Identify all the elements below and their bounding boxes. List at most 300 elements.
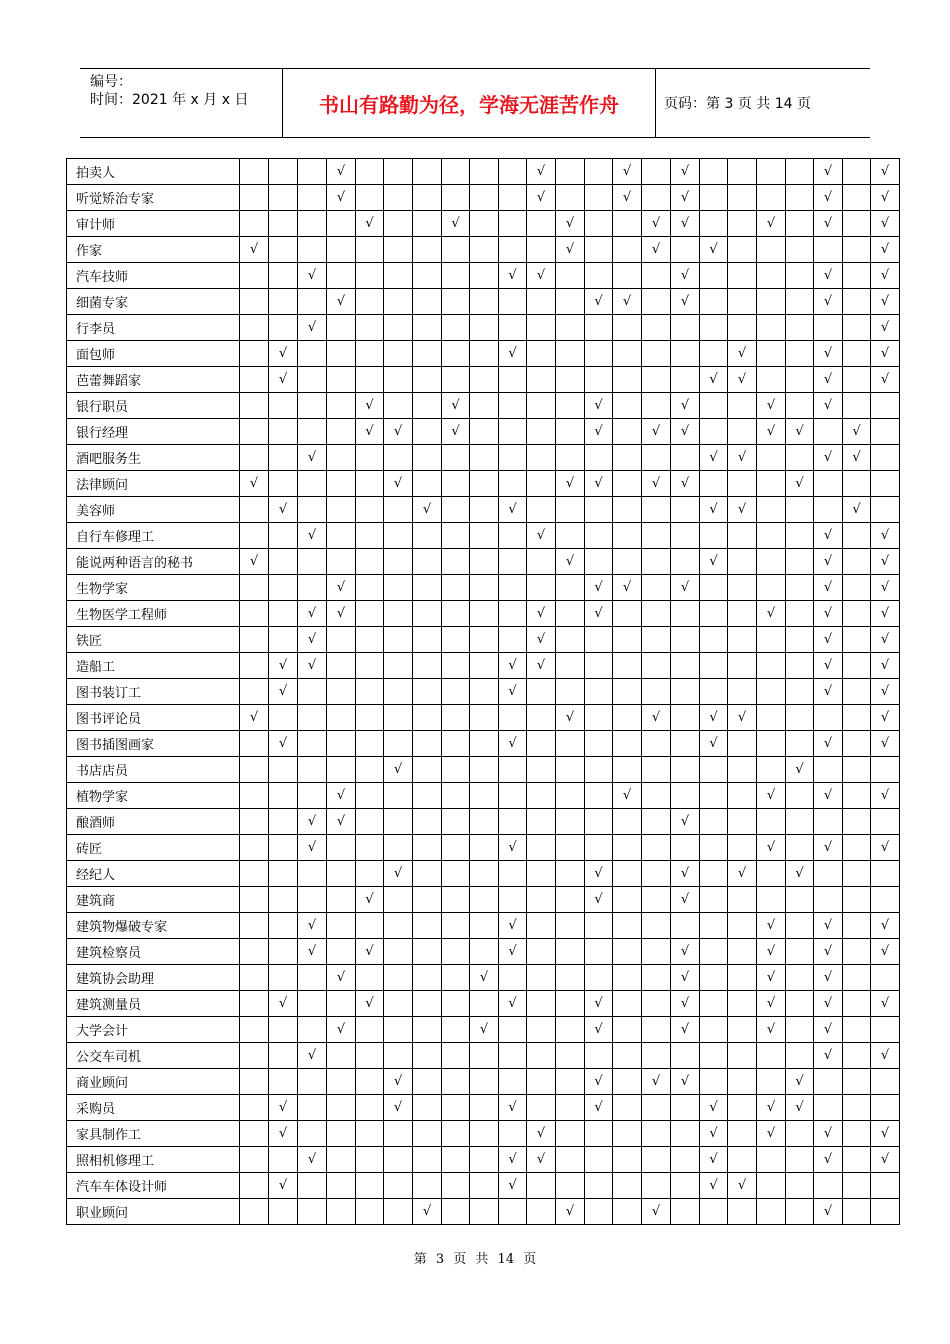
empty-cell (269, 939, 298, 965)
check-mark-cell: √ (556, 237, 585, 263)
empty-cell (240, 783, 269, 809)
empty-cell (786, 497, 814, 523)
empty-cell (728, 887, 757, 913)
empty-cell (642, 393, 671, 419)
empty-cell (499, 1121, 527, 1147)
empty-cell (384, 627, 413, 653)
check-mark-cell: √ (671, 289, 700, 315)
empty-cell (556, 393, 585, 419)
empty-cell (642, 1173, 671, 1199)
check-mark-cell: √ (642, 705, 671, 731)
empty-cell (585, 237, 613, 263)
check-mark-cell: √ (814, 1043, 843, 1069)
check-mark-cell: √ (757, 991, 786, 1017)
empty-cell (786, 965, 814, 991)
empty-cell (240, 1043, 269, 1069)
check-mark-cell: √ (269, 731, 298, 757)
empty-cell (585, 263, 613, 289)
occupation-name: 植物学家 (67, 783, 240, 809)
empty-cell (356, 705, 384, 731)
empty-cell (757, 445, 786, 471)
empty-cell (757, 549, 786, 575)
check-mark-cell: √ (814, 263, 843, 289)
empty-cell (728, 1199, 757, 1225)
empty-cell (240, 1121, 269, 1147)
check-mark-cell: √ (871, 315, 900, 341)
empty-cell (499, 445, 527, 471)
empty-cell (642, 887, 671, 913)
empty-cell (871, 497, 900, 523)
check-mark-cell: √ (613, 575, 642, 601)
empty-cell (527, 445, 556, 471)
empty-cell (527, 575, 556, 601)
empty-cell (413, 523, 442, 549)
empty-cell (786, 835, 814, 861)
empty-cell (556, 861, 585, 887)
empty-cell (671, 1043, 700, 1069)
empty-cell (642, 1017, 671, 1043)
check-mark-cell: √ (814, 367, 843, 393)
empty-cell (470, 757, 499, 783)
empty-cell (413, 1095, 442, 1121)
empty-cell (499, 809, 527, 835)
empty-cell (613, 705, 642, 731)
empty-cell (527, 1199, 556, 1225)
check-mark-cell: √ (327, 1017, 356, 1043)
table-row (67, 965, 900, 991)
check-mark-cell: √ (786, 861, 814, 887)
empty-cell (413, 471, 442, 497)
page-header (80, 68, 870, 138)
empty-cell (613, 1017, 642, 1043)
check-mark-cell: √ (298, 809, 327, 835)
empty-cell (298, 1199, 327, 1225)
empty-cell (814, 809, 843, 835)
empty-cell (384, 705, 413, 731)
empty-cell (757, 159, 786, 185)
table-row (67, 445, 900, 471)
empty-cell (556, 913, 585, 939)
empty-cell (556, 1043, 585, 1069)
empty-cell (356, 783, 384, 809)
empty-cell (728, 679, 757, 705)
empty-cell (843, 237, 871, 263)
empty-cell (613, 809, 642, 835)
table-row (67, 497, 900, 523)
empty-cell (356, 471, 384, 497)
empty-cell (786, 1121, 814, 1147)
empty-cell (613, 315, 642, 341)
empty-cell (470, 783, 499, 809)
check-mark-cell: √ (814, 575, 843, 601)
empty-cell (240, 679, 269, 705)
empty-cell (728, 211, 757, 237)
check-mark-cell: √ (757, 419, 786, 445)
empty-cell (413, 679, 442, 705)
check-mark-cell: √ (327, 965, 356, 991)
empty-cell (871, 1199, 900, 1225)
empty-cell (298, 783, 327, 809)
empty-cell (613, 445, 642, 471)
check-mark-cell: √ (728, 367, 757, 393)
number-label: 编号： (90, 74, 132, 90)
empty-cell (556, 1147, 585, 1173)
empty-cell (413, 159, 442, 185)
check-mark-cell: √ (814, 939, 843, 965)
empty-cell (527, 1069, 556, 1095)
empty-cell (356, 913, 384, 939)
check-mark-cell: √ (613, 185, 642, 211)
check-mark-cell: √ (786, 1095, 814, 1121)
empty-cell (384, 679, 413, 705)
empty-cell (843, 1199, 871, 1225)
empty-cell (613, 679, 642, 705)
empty-cell (269, 783, 298, 809)
empty-cell (442, 835, 470, 861)
check-mark-cell: √ (269, 497, 298, 523)
check-mark-cell: √ (814, 289, 843, 315)
empty-cell (499, 1069, 527, 1095)
empty-cell (613, 367, 642, 393)
occupation-name: 能说两种语言的秘书 (67, 549, 240, 575)
empty-cell (613, 627, 642, 653)
empty-cell (269, 549, 298, 575)
empty-cell (356, 1043, 384, 1069)
empty-cell (240, 445, 269, 471)
table-row (67, 1173, 900, 1199)
empty-cell (442, 341, 470, 367)
empty-cell (613, 1173, 642, 1199)
empty-cell (613, 263, 642, 289)
empty-cell (384, 159, 413, 185)
check-mark-cell: √ (642, 471, 671, 497)
check-mark-cell: √ (757, 835, 786, 861)
check-mark-cell: √ (757, 1095, 786, 1121)
empty-cell (613, 835, 642, 861)
check-mark-cell: √ (814, 1147, 843, 1173)
empty-cell (384, 523, 413, 549)
empty-cell (384, 237, 413, 263)
empty-cell (240, 965, 269, 991)
empty-cell (814, 419, 843, 445)
empty-cell (814, 315, 843, 341)
check-mark-cell: √ (871, 1121, 900, 1147)
check-mark-cell: √ (585, 887, 613, 913)
check-mark-cell: √ (327, 783, 356, 809)
empty-cell (786, 1043, 814, 1069)
empty-cell (700, 289, 728, 315)
empty-cell (298, 1121, 327, 1147)
check-mark-cell: √ (871, 653, 900, 679)
empty-cell (642, 341, 671, 367)
empty-cell (527, 913, 556, 939)
empty-cell (269, 705, 298, 731)
check-mark-cell: √ (757, 1017, 786, 1043)
check-mark-cell: √ (499, 939, 527, 965)
empty-cell (413, 315, 442, 341)
empty-cell (384, 731, 413, 757)
empty-cell (470, 445, 499, 471)
table-row (67, 211, 900, 237)
occupation-name: 作家 (67, 237, 240, 263)
empty-cell (240, 185, 269, 211)
empty-cell (814, 497, 843, 523)
empty-cell (728, 757, 757, 783)
check-mark-cell: √ (413, 497, 442, 523)
check-mark-cell: √ (240, 237, 269, 263)
empty-cell (356, 965, 384, 991)
empty-cell (470, 471, 499, 497)
empty-cell (413, 341, 442, 367)
empty-cell (298, 679, 327, 705)
empty-cell (269, 1069, 298, 1095)
check-mark-cell: √ (814, 679, 843, 705)
empty-cell (642, 965, 671, 991)
empty-cell (728, 1095, 757, 1121)
empty-cell (556, 159, 585, 185)
empty-cell (556, 835, 585, 861)
empty-cell (240, 1173, 269, 1199)
check-mark-cell: √ (671, 1017, 700, 1043)
empty-cell (240, 835, 269, 861)
empty-cell (413, 913, 442, 939)
check-mark-cell: √ (240, 549, 269, 575)
empty-cell (786, 991, 814, 1017)
empty-cell (700, 1017, 728, 1043)
empty-cell (556, 1017, 585, 1043)
empty-cell (728, 289, 757, 315)
occupation-name: 大学会计 (67, 1017, 240, 1043)
empty-cell (269, 913, 298, 939)
check-mark-cell: √ (700, 1147, 728, 1173)
empty-cell (298, 861, 327, 887)
empty-cell (240, 887, 269, 913)
check-mark-cell: √ (671, 575, 700, 601)
empty-cell (298, 1017, 327, 1043)
empty-cell (786, 263, 814, 289)
empty-cell (700, 471, 728, 497)
empty-cell (843, 1147, 871, 1173)
empty-cell (269, 1199, 298, 1225)
empty-cell (613, 887, 642, 913)
empty-cell (442, 757, 470, 783)
empty-cell (499, 367, 527, 393)
empty-cell (413, 445, 442, 471)
empty-cell (700, 627, 728, 653)
empty-cell (786, 913, 814, 939)
empty-cell (871, 887, 900, 913)
empty-cell (240, 523, 269, 549)
occupation-name: 生物医学工程师 (67, 601, 240, 627)
empty-cell (356, 185, 384, 211)
check-mark-cell: √ (470, 965, 499, 991)
empty-cell (757, 263, 786, 289)
empty-cell (642, 315, 671, 341)
check-mark-cell: √ (814, 835, 843, 861)
check-mark-cell: √ (671, 185, 700, 211)
check-mark-cell: √ (871, 575, 900, 601)
empty-cell (613, 861, 642, 887)
empty-cell (269, 1043, 298, 1069)
check-mark-cell: √ (356, 887, 384, 913)
check-mark-cell: √ (413, 1199, 442, 1225)
empty-cell (871, 393, 900, 419)
check-mark-cell: √ (814, 991, 843, 1017)
empty-cell (384, 315, 413, 341)
empty-cell (843, 939, 871, 965)
empty-cell (298, 965, 327, 991)
empty-cell (442, 315, 470, 341)
empty-cell (470, 809, 499, 835)
empty-cell (413, 939, 442, 965)
empty-cell (728, 523, 757, 549)
empty-cell (613, 653, 642, 679)
empty-cell (442, 549, 470, 575)
empty-cell (269, 1017, 298, 1043)
empty-cell (240, 627, 269, 653)
check-mark-cell: √ (269, 991, 298, 1017)
check-mark-cell: √ (671, 211, 700, 237)
check-mark-cell: √ (871, 991, 900, 1017)
empty-cell (442, 1095, 470, 1121)
empty-cell (585, 367, 613, 393)
empty-cell (327, 939, 356, 965)
empty-cell (556, 185, 585, 211)
empty-cell (671, 341, 700, 367)
empty-cell (843, 1043, 871, 1069)
empty-cell (642, 991, 671, 1017)
empty-cell (613, 1095, 642, 1121)
empty-cell (356, 731, 384, 757)
empty-cell (240, 315, 269, 341)
empty-cell (671, 913, 700, 939)
empty-cell (470, 497, 499, 523)
empty-cell (728, 315, 757, 341)
empty-cell (384, 991, 413, 1017)
empty-cell (700, 185, 728, 211)
check-mark-cell: √ (814, 1121, 843, 1147)
check-mark-cell: √ (240, 471, 269, 497)
check-mark-cell: √ (757, 965, 786, 991)
empty-cell (413, 757, 442, 783)
empty-cell (499, 627, 527, 653)
check-mark-cell: √ (327, 289, 356, 315)
empty-cell (757, 1173, 786, 1199)
empty-cell (470, 523, 499, 549)
empty-cell (700, 887, 728, 913)
empty-cell (556, 679, 585, 705)
empty-cell (700, 1043, 728, 1069)
check-mark-cell: √ (499, 991, 527, 1017)
empty-cell (470, 341, 499, 367)
empty-cell (298, 731, 327, 757)
check-mark-cell: √ (384, 1095, 413, 1121)
empty-cell (786, 523, 814, 549)
check-mark-cell: √ (356, 419, 384, 445)
empty-cell (298, 497, 327, 523)
empty-cell (269, 237, 298, 263)
empty-cell (671, 445, 700, 471)
empty-cell (413, 211, 442, 237)
table-row (67, 913, 900, 939)
empty-cell (413, 1017, 442, 1043)
table-row (67, 263, 900, 289)
check-mark-cell: √ (499, 1173, 527, 1199)
empty-cell (442, 159, 470, 185)
check-mark-cell: √ (871, 1147, 900, 1173)
empty-cell (585, 835, 613, 861)
check-mark-cell: √ (871, 835, 900, 861)
empty-cell (757, 315, 786, 341)
check-mark-cell: √ (499, 341, 527, 367)
table-row (67, 315, 900, 341)
empty-cell (728, 835, 757, 861)
check-mark-cell: √ (613, 159, 642, 185)
empty-cell (757, 1199, 786, 1225)
empty-cell (356, 549, 384, 575)
empty-cell (757, 679, 786, 705)
empty-cell (728, 1121, 757, 1147)
check-mark-cell: √ (527, 627, 556, 653)
empty-cell (728, 1017, 757, 1043)
check-mark-cell: √ (298, 523, 327, 549)
empty-cell (240, 601, 269, 627)
empty-cell (843, 367, 871, 393)
empty-cell (843, 705, 871, 731)
check-mark-cell: √ (356, 393, 384, 419)
empty-cell (442, 1017, 470, 1043)
table-row (67, 159, 900, 185)
empty-cell (269, 965, 298, 991)
empty-cell (356, 601, 384, 627)
empty-cell (642, 575, 671, 601)
empty-cell (671, 1121, 700, 1147)
check-mark-cell: √ (814, 627, 843, 653)
empty-cell (843, 861, 871, 887)
empty-cell (442, 1173, 470, 1199)
empty-cell (384, 809, 413, 835)
empty-cell (642, 939, 671, 965)
empty-cell (642, 549, 671, 575)
occupation-name: 建筑测量员 (67, 991, 240, 1017)
empty-cell (728, 185, 757, 211)
empty-cell (356, 1173, 384, 1199)
empty-cell (585, 315, 613, 341)
empty-cell (527, 471, 556, 497)
empty-cell (327, 757, 356, 783)
empty-cell (613, 549, 642, 575)
empty-cell (556, 575, 585, 601)
empty-cell (470, 731, 499, 757)
empty-cell (527, 1095, 556, 1121)
empty-cell (470, 991, 499, 1017)
check-mark-cell: √ (700, 497, 728, 523)
empty-cell (700, 757, 728, 783)
empty-cell (642, 445, 671, 471)
occupation-name: 图书评论员 (67, 705, 240, 731)
empty-cell (671, 757, 700, 783)
empty-cell (413, 1173, 442, 1199)
check-mark-cell: √ (671, 393, 700, 419)
check-mark-cell: √ (269, 341, 298, 367)
empty-cell (757, 887, 786, 913)
empty-cell (786, 731, 814, 757)
check-mark-cell: √ (527, 185, 556, 211)
empty-cell (356, 159, 384, 185)
empty-cell (671, 1173, 700, 1199)
empty-cell (527, 861, 556, 887)
table-row (67, 861, 900, 887)
